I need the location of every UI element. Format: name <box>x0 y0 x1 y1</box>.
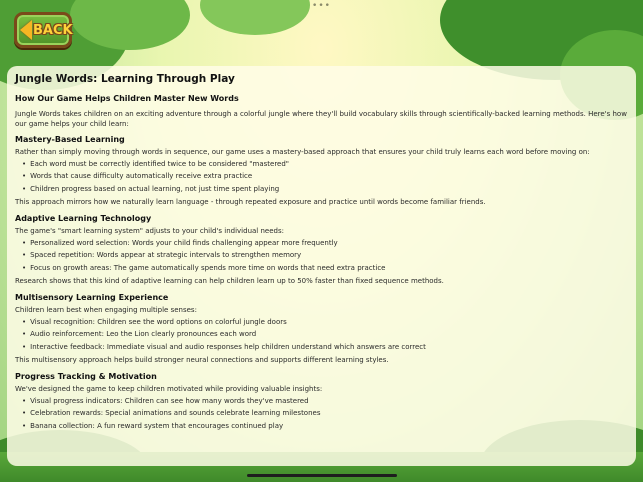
bullet-list <box>22 397 628 432</box>
panel-title: Jungle Words: Learning Through Play <box>15 73 235 85</box>
list-item: • Words that cause difficulty automatically receive extra practice <box>22 172 628 182</box>
back-button[interactable] <box>14 12 72 48</box>
section-title: Mastery-Based Learning <box>15 135 125 144</box>
bullet-list <box>22 318 628 353</box>
section-multisensory <box>15 292 628 365</box>
section-lead: Rather than simply moving through words in sequence, our game uses a mastery-based approach that ensures your child truly learns each word before moving on: <box>15 148 590 156</box>
section-title: Progress Tracking & Motivation <box>15 372 157 382</box>
section-lead: Children learn best when engaging multiple senses: <box>15 306 197 315</box>
section-summary: This approach mirrors how we naturally learn language - through repeated exposure and practice until words become familiar friends. <box>15 197 486 206</box>
section-progress <box>15 371 628 431</box>
back-button-label: BACK <box>33 22 73 38</box>
home-indicator[interactable] <box>247 474 397 477</box>
section-lead: The game's "smart learning system" adjusts to your child's individual needs: <box>15 227 284 236</box>
section-title: Multisensory Learning Experience <box>15 293 169 303</box>
list-item: • Interactive feedback: Immediate visual and audio responses help children understand which answers are correct <box>22 343 628 353</box>
bullet-list <box>22 239 628 274</box>
section-summary: This multisensory approach helps build stronger neural connections and supports different learning styles. <box>15 355 389 364</box>
list-item: • Children progress based on actual learning, not just time spent playing <box>22 185 628 195</box>
list-item: • Visual recognition: Children see the word options on colorful jungle doors <box>22 318 628 328</box>
multitasking-dots[interactable]: ••• <box>312 1 331 11</box>
list-item: • Visual progress indicators: Children can see how many words they've mastered <box>22 397 628 407</box>
list-item: • Banana collection: A fun reward system that encourages continued play <box>22 422 628 432</box>
intro-text: Jungle Words takes children on an exciting adventure through a colorful jungle where they'll build vocabulary skills through scientifically-backed learning methods. Here's how our game helps your child learn: <box>15 110 627 128</box>
panel-subtitle: How Our Game Helps Children Master New Words <box>15 94 239 103</box>
section-lead: We've designed the game to keep children motivated while providing valuable insights: <box>15 385 323 394</box>
list-item: • Personalized word selection: Words your child finds challenging appear more frequently <box>22 239 628 249</box>
bullet-list <box>22 160 628 195</box>
section-adaptive <box>15 213 628 286</box>
section-title: Adaptive Learning Technology <box>15 214 152 224</box>
section-summary: Research shows that this kind of adaptive learning can help children learn up to 50% faster than fixed sequence methods. <box>15 276 444 285</box>
left-arrow-icon <box>20 20 32 40</box>
list-item: • Focus on growth areas: The game automatically spends more time on words that need extra practice <box>22 264 628 274</box>
list-item: • Celebration rewards: Special animations and sounds celebrate learning milestones <box>22 409 628 419</box>
section-mastery <box>15 134 628 207</box>
list-item: • Spaced repetition: Words appear at strategic intervals to strengthen memory <box>22 251 628 261</box>
list-item: • Audio reinforcement: Leo the Lion clearly pronounces each word <box>22 330 628 340</box>
info-panel[interactable] <box>7 66 636 466</box>
list-item: • Each word must be correctly identified twice to be considered "mastered" <box>22 160 628 170</box>
